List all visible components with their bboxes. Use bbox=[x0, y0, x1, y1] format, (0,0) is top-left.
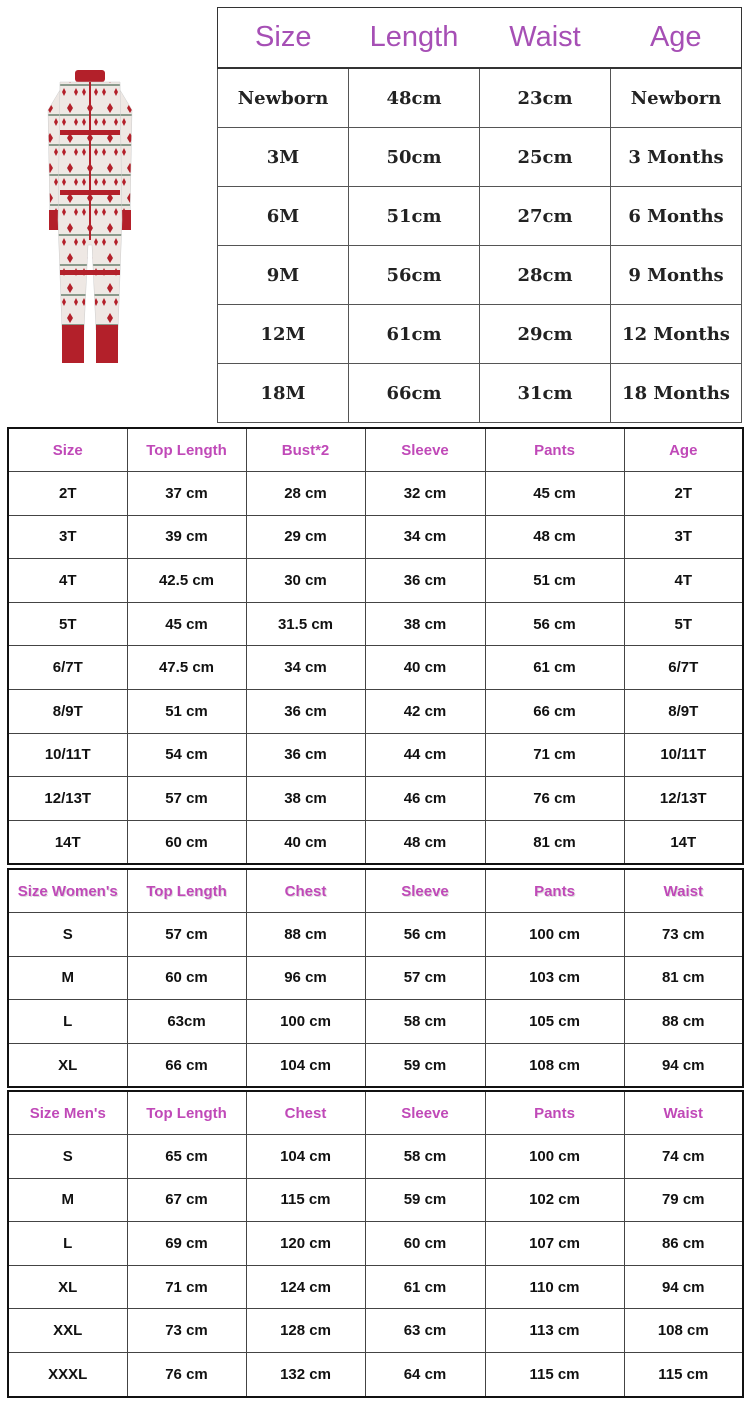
table-cell: 51 cm bbox=[127, 689, 246, 733]
table-cell: 6/7T bbox=[8, 646, 127, 690]
table-cell: 59 cm bbox=[365, 1043, 485, 1087]
table-row bbox=[8, 1352, 743, 1396]
table-cell: 76 cm bbox=[127, 1352, 246, 1396]
table-cell: 8/9T bbox=[624, 689, 743, 733]
table-row bbox=[8, 1265, 743, 1309]
table-cell: 12 Months bbox=[611, 305, 742, 364]
table-cell: 113 cm bbox=[485, 1309, 624, 1353]
table-cell: 5T bbox=[624, 602, 743, 646]
table-cell: 64 cm bbox=[365, 1352, 485, 1396]
column-header: Pants bbox=[485, 428, 624, 472]
table-cell: 61 cm bbox=[485, 646, 624, 690]
table-cell: Newborn bbox=[218, 68, 349, 128]
table-cell: 47.5 cm bbox=[127, 646, 246, 690]
table-cell: 31.5 cm bbox=[246, 602, 365, 646]
table-cell: 128 cm bbox=[246, 1309, 365, 1353]
table-cell: 88 cm bbox=[246, 913, 365, 957]
table-cell: 2T bbox=[624, 472, 743, 516]
table-cell: L bbox=[8, 1000, 127, 1044]
table-cell: 66cm bbox=[349, 364, 480, 423]
column-header: Top Length bbox=[127, 428, 246, 472]
column-header: Size Women's bbox=[8, 869, 127, 913]
table-cell: 73 cm bbox=[624, 913, 743, 957]
table-cell: 28 cm bbox=[246, 472, 365, 516]
table-header-row bbox=[8, 428, 743, 472]
table-cell: 31cm bbox=[480, 364, 611, 423]
table-cell: 9 Months bbox=[611, 246, 742, 305]
table-cell: 76 cm bbox=[485, 777, 624, 821]
women-size-table bbox=[7, 868, 744, 1088]
table-header-row bbox=[218, 8, 742, 69]
table-cell: M bbox=[8, 1178, 127, 1222]
table-cell: XL bbox=[8, 1265, 127, 1309]
baby-size-table bbox=[217, 7, 742, 423]
table-cell: 63cm bbox=[127, 1000, 246, 1044]
table-row bbox=[218, 68, 742, 128]
column-header: Pants bbox=[485, 1091, 624, 1135]
table-cell: 110 cm bbox=[485, 1265, 624, 1309]
table-cell: 45 cm bbox=[127, 602, 246, 646]
table-cell: 66 cm bbox=[127, 1043, 246, 1087]
table-cell: 29 cm bbox=[246, 515, 365, 559]
table-cell: 4T bbox=[8, 559, 127, 603]
table-cell: 3T bbox=[624, 515, 743, 559]
table-row bbox=[8, 1309, 743, 1353]
table-cell: 115 cm bbox=[624, 1352, 743, 1396]
table-row bbox=[8, 559, 743, 603]
table-cell: 59 cm bbox=[365, 1178, 485, 1222]
table-cell: 12M bbox=[218, 305, 349, 364]
table-cell: 81 cm bbox=[624, 956, 743, 1000]
table-cell: 45 cm bbox=[485, 472, 624, 516]
table-cell: 38 cm bbox=[365, 602, 485, 646]
table-cell: 10/11T bbox=[8, 733, 127, 777]
table-cell: 60 cm bbox=[127, 956, 246, 1000]
table-cell: 61 cm bbox=[365, 1265, 485, 1309]
column-header: Waist bbox=[624, 869, 743, 913]
table-cell: 37 cm bbox=[127, 472, 246, 516]
men-size-table bbox=[7, 1090, 744, 1398]
table-cell: 56 cm bbox=[365, 913, 485, 957]
table-cell: 25cm bbox=[480, 128, 611, 187]
table-cell: 44 cm bbox=[365, 733, 485, 777]
table-cell: XL bbox=[8, 1043, 127, 1087]
table-cell: 12/13T bbox=[8, 777, 127, 821]
table-cell: 40 cm bbox=[246, 820, 365, 864]
table-cell: 81 cm bbox=[485, 820, 624, 864]
table-cell: 36 cm bbox=[246, 733, 365, 777]
table-cell: 4T bbox=[624, 559, 743, 603]
table-row bbox=[8, 777, 743, 821]
column-header: Sleeve bbox=[365, 1091, 485, 1135]
table-cell: 9M bbox=[218, 246, 349, 305]
table-cell: 29cm bbox=[480, 305, 611, 364]
column-header: Length bbox=[349, 8, 480, 69]
table-header-row bbox=[8, 869, 743, 913]
table-cell: 107 cm bbox=[485, 1222, 624, 1266]
table-cell: 74 cm bbox=[624, 1135, 743, 1179]
table-row bbox=[8, 820, 743, 864]
table-cell: 56cm bbox=[349, 246, 480, 305]
table-cell: 27cm bbox=[480, 187, 611, 246]
table-cell: 6 Months bbox=[611, 187, 742, 246]
table-cell: 100 cm bbox=[246, 1000, 365, 1044]
table-cell: 42 cm bbox=[365, 689, 485, 733]
table-cell: 124 cm bbox=[246, 1265, 365, 1309]
table-cell: XXL bbox=[8, 1309, 127, 1353]
table-cell: 71 cm bbox=[485, 733, 624, 777]
table-row bbox=[8, 1222, 743, 1266]
column-header: Pants bbox=[485, 869, 624, 913]
table-cell: 115 cm bbox=[246, 1178, 365, 1222]
table-cell: 94 cm bbox=[624, 1043, 743, 1087]
table-cell: 51cm bbox=[349, 187, 480, 246]
christmas-onesie-pajama-icon bbox=[40, 70, 140, 365]
table-cell: 58 cm bbox=[365, 1135, 485, 1179]
table-row bbox=[218, 187, 742, 246]
table-cell: 58 cm bbox=[365, 1000, 485, 1044]
column-header: Sleeve bbox=[365, 428, 485, 472]
table-row bbox=[218, 305, 742, 364]
table-cell: 88 cm bbox=[624, 1000, 743, 1044]
table-row bbox=[8, 689, 743, 733]
column-header: Waist bbox=[480, 8, 611, 69]
table-cell: 104 cm bbox=[246, 1135, 365, 1179]
table-cell: 100 cm bbox=[485, 913, 624, 957]
table-cell: 39 cm bbox=[127, 515, 246, 559]
table-row bbox=[8, 646, 743, 690]
column-header: Sleeve bbox=[365, 869, 485, 913]
column-header: Top Length bbox=[127, 1091, 246, 1135]
table-cell: 73 cm bbox=[127, 1309, 246, 1353]
table-cell: 2T bbox=[8, 472, 127, 516]
table-cell: 6/7T bbox=[624, 646, 743, 690]
table-cell: 48cm bbox=[349, 68, 480, 128]
table-header-row bbox=[8, 1091, 743, 1135]
table-cell: 10/11T bbox=[624, 733, 743, 777]
table-cell: S bbox=[8, 913, 127, 957]
table-cell: 57 cm bbox=[127, 777, 246, 821]
table-cell: 36 cm bbox=[246, 689, 365, 733]
column-header: Size bbox=[8, 428, 127, 472]
table-cell: 86 cm bbox=[624, 1222, 743, 1266]
table-cell: 115 cm bbox=[485, 1352, 624, 1396]
column-header: Chest bbox=[246, 1091, 365, 1135]
table-cell: 50cm bbox=[349, 128, 480, 187]
table-row bbox=[8, 602, 743, 646]
table-row bbox=[8, 733, 743, 777]
table-cell: 120 cm bbox=[246, 1222, 365, 1266]
kids-size-table bbox=[7, 427, 744, 865]
table-row bbox=[218, 128, 742, 187]
table-row bbox=[8, 1178, 743, 1222]
table-row bbox=[8, 1135, 743, 1179]
table-cell: 60 cm bbox=[127, 820, 246, 864]
table-row bbox=[8, 515, 743, 559]
table-cell: 105 cm bbox=[485, 1000, 624, 1044]
table-row bbox=[218, 364, 742, 423]
table-row bbox=[8, 913, 743, 957]
table-cell: 48 cm bbox=[365, 820, 485, 864]
table-cell: 18 Months bbox=[611, 364, 742, 423]
table-cell: 102 cm bbox=[485, 1178, 624, 1222]
table-cell: L bbox=[8, 1222, 127, 1266]
table-cell: 14T bbox=[624, 820, 743, 864]
table-cell: Newborn bbox=[611, 68, 742, 128]
table-cell: 61cm bbox=[349, 305, 480, 364]
table-cell: 3M bbox=[218, 128, 349, 187]
column-header: Bust*2 bbox=[246, 428, 365, 472]
table-cell: S bbox=[8, 1135, 127, 1179]
table-cell: 57 cm bbox=[365, 956, 485, 1000]
table-cell: 67 cm bbox=[127, 1178, 246, 1222]
table-row bbox=[218, 246, 742, 305]
table-cell: 94 cm bbox=[624, 1265, 743, 1309]
column-header: Waist bbox=[624, 1091, 743, 1135]
table-cell: 38 cm bbox=[246, 777, 365, 821]
table-cell: 32 cm bbox=[365, 472, 485, 516]
table-row bbox=[8, 1043, 743, 1087]
table-cell: 100 cm bbox=[485, 1135, 624, 1179]
column-header: Size bbox=[218, 8, 349, 69]
table-cell: 6M bbox=[218, 187, 349, 246]
column-header: Size Men's bbox=[8, 1091, 127, 1135]
table-cell: 54 cm bbox=[127, 733, 246, 777]
table-cell: 71 cm bbox=[127, 1265, 246, 1309]
table-cell: 46 cm bbox=[365, 777, 485, 821]
table-cell: 57 cm bbox=[127, 913, 246, 957]
table-cell: 30 cm bbox=[246, 559, 365, 603]
table-cell: XXXL bbox=[8, 1352, 127, 1396]
table-cell: 65 cm bbox=[127, 1135, 246, 1179]
table-cell: 42.5 cm bbox=[127, 559, 246, 603]
table-cell: 18M bbox=[218, 364, 349, 423]
table-cell: 63 cm bbox=[365, 1309, 485, 1353]
table-cell: 36 cm bbox=[365, 559, 485, 603]
table-row bbox=[8, 1000, 743, 1044]
column-header: Age bbox=[611, 8, 742, 69]
table-row bbox=[8, 956, 743, 1000]
table-cell: 108 cm bbox=[485, 1043, 624, 1087]
column-header: Top Length bbox=[127, 869, 246, 913]
table-cell: 132 cm bbox=[246, 1352, 365, 1396]
table-cell: 40 cm bbox=[365, 646, 485, 690]
table-cell: 5T bbox=[8, 602, 127, 646]
table-cell: 3T bbox=[8, 515, 127, 559]
table-cell: 103 cm bbox=[485, 956, 624, 1000]
table-cell: 3 Months bbox=[611, 128, 742, 187]
table-cell: 14T bbox=[8, 820, 127, 864]
table-cell: 51 cm bbox=[485, 559, 624, 603]
table-cell: 69 cm bbox=[127, 1222, 246, 1266]
table-row bbox=[8, 472, 743, 516]
table-cell: 8/9T bbox=[8, 689, 127, 733]
table-cell: 104 cm bbox=[246, 1043, 365, 1087]
table-cell: 60 cm bbox=[365, 1222, 485, 1266]
table-cell: 56 cm bbox=[485, 602, 624, 646]
column-header: Age bbox=[624, 428, 743, 472]
table-cell: M bbox=[8, 956, 127, 1000]
table-cell: 34 cm bbox=[246, 646, 365, 690]
table-cell: 79 cm bbox=[624, 1178, 743, 1222]
table-cell: 96 cm bbox=[246, 956, 365, 1000]
table-cell: 48 cm bbox=[485, 515, 624, 559]
table-cell: 12/13T bbox=[624, 777, 743, 821]
table-cell: 34 cm bbox=[365, 515, 485, 559]
table-cell: 23cm bbox=[480, 68, 611, 128]
column-header: Chest bbox=[246, 869, 365, 913]
table-cell: 66 cm bbox=[485, 689, 624, 733]
table-cell: 108 cm bbox=[624, 1309, 743, 1353]
table-cell: 28cm bbox=[480, 246, 611, 305]
